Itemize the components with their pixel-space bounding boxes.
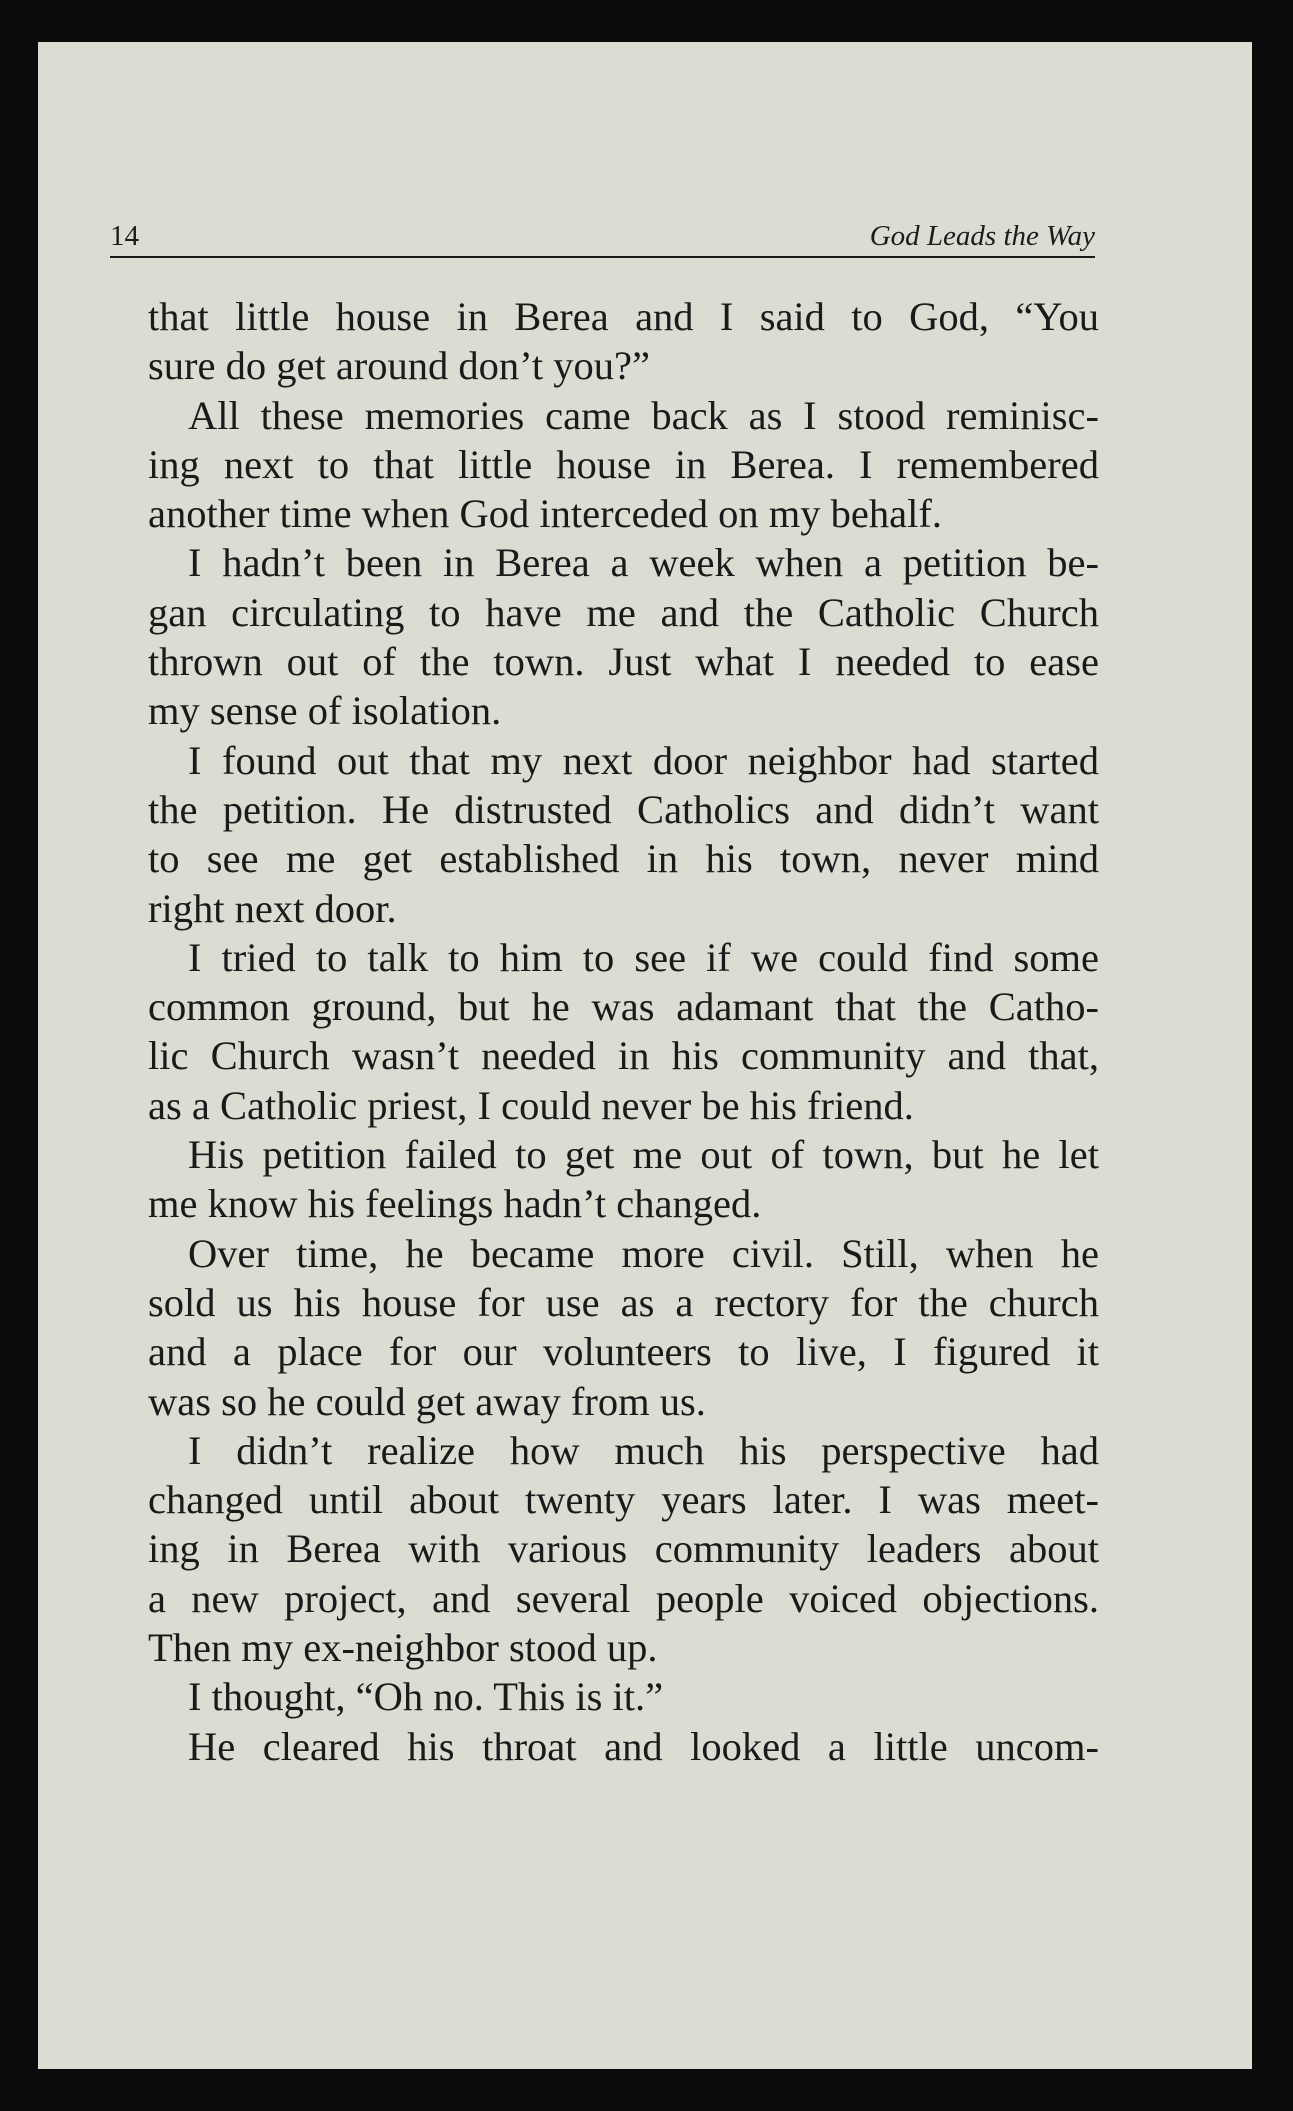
running-head: [110, 222, 1095, 258]
text-line: changed until about twenty years later. I was meet-: [148, 1477, 1099, 1523]
text-line: His petition failed to get me out of town, but he let: [188, 1132, 1099, 1178]
text-line: I thought, “Oh no. This is it.”: [188, 1674, 664, 1720]
text-line: I found out that my next door neighbor had started: [188, 737, 1099, 783]
page-number: 14: [110, 220, 139, 252]
text-line: ing in Berea with various community leaders about: [148, 1526, 1099, 1572]
text-line: and a place for our volunteers to live, I figured it: [148, 1329, 1099, 1375]
text-line: He cleared his throat and looked a little uncom-: [188, 1723, 1099, 1769]
text-line: I tried to talk to him to see if we could find some: [188, 934, 1099, 980]
text-line: that little house in Berea and I said to God, “You: [148, 294, 1099, 339]
text-line: another time when God interceded on my behalf.: [148, 491, 942, 537]
text-line: ing next to that little house in Berea. I remembered: [148, 441, 1099, 487]
text-line: sure do get around don’t you?”: [148, 343, 650, 389]
text-line: right next door.: [148, 885, 397, 931]
text-line: Then my ex-neighbor stood up.: [148, 1625, 658, 1671]
text-line: as a Catholic priest, I could never be his friend.: [148, 1082, 914, 1128]
text-line: lic Church wasn’t needed in his community and that,: [148, 1033, 1099, 1079]
text-line: thrown out of the town. Just what I needed to ease: [148, 639, 1099, 685]
text-line: I hadn’t been in Berea a week when a petition be-: [188, 540, 1099, 586]
text-line: was so he could get away from us.: [148, 1378, 706, 1424]
text-line: to see me get established in his town, never mind: [148, 836, 1099, 882]
text-line: a new project, and several people voiced objections.: [148, 1575, 1099, 1621]
text-line: Over time, he became more civil. Still, when he: [188, 1230, 1099, 1276]
body-text: [148, 292, 1099, 1771]
text-line: sold us his house for use as a rectory for the church: [148, 1279, 1099, 1325]
text-line: common ground, but he was adamant that the Catho-: [148, 984, 1099, 1030]
text-line: gan circulating to have me and the Catholic Church: [148, 589, 1099, 635]
text-line: me know his feelings hadn’t changed.: [148, 1181, 762, 1227]
text-line: the petition. He distrusted Catholics and didn’t want: [148, 786, 1099, 832]
running-title: God Leads the Way: [869, 220, 1095, 252]
text-line: I didn’t realize how much his perspective had: [188, 1427, 1099, 1473]
text-line: my sense of isolation.: [148, 688, 502, 734]
text-line: All these memories came back as I stood reminisc-: [188, 392, 1099, 438]
